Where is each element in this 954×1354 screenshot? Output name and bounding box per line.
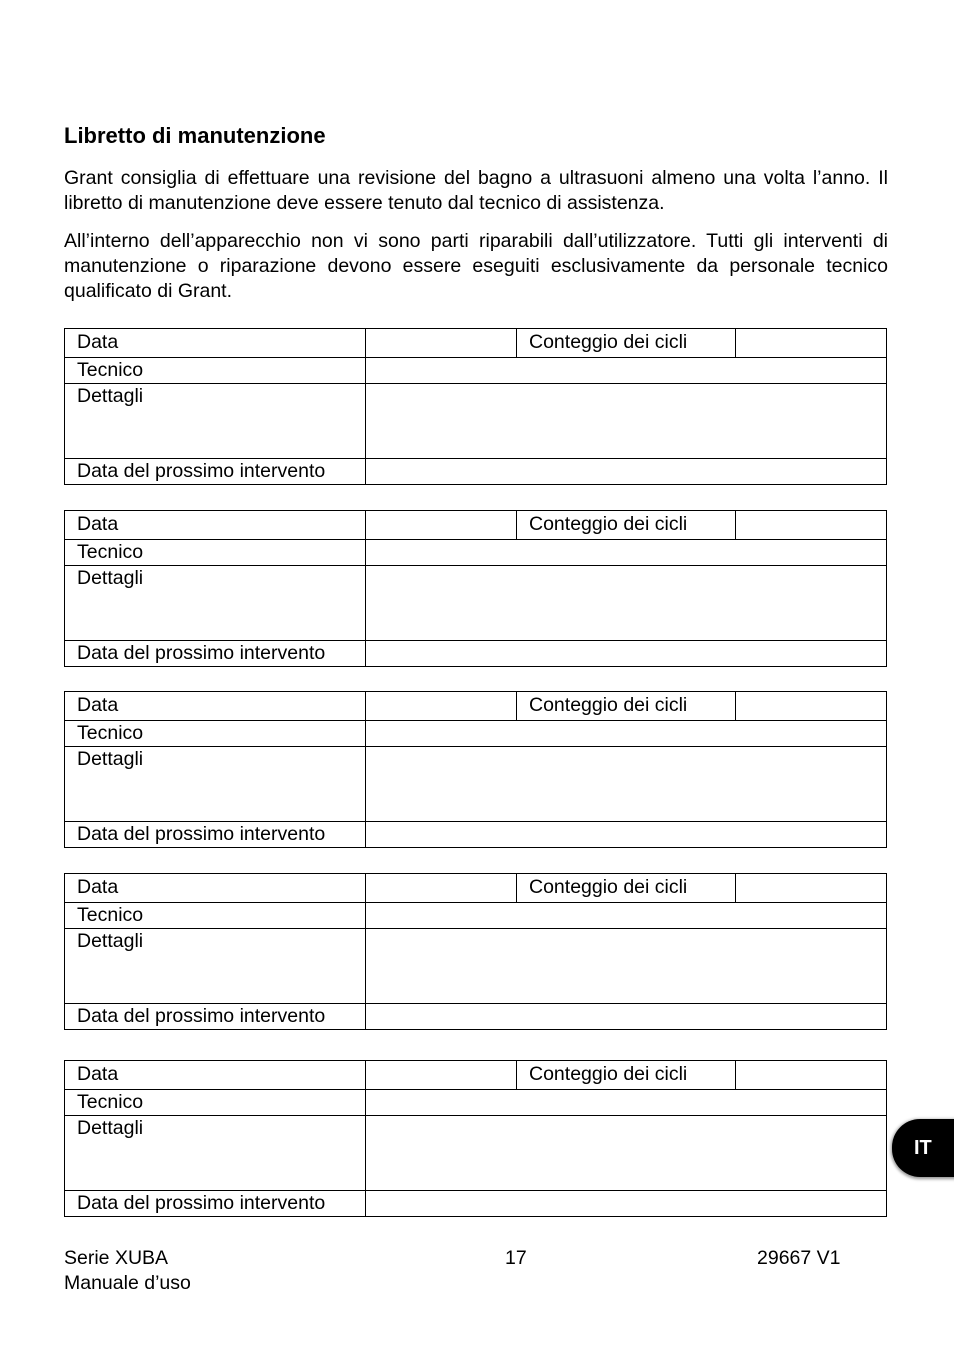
date-field[interactable] <box>366 874 517 903</box>
cycle-count-field[interactable] <box>736 874 887 903</box>
technician-label: Tecnico <box>65 540 366 566</box>
technician-field[interactable] <box>366 540 887 566</box>
date-label: Data <box>65 1061 366 1090</box>
next-service-field[interactable] <box>366 1191 887 1217</box>
date-label: Data <box>65 511 366 540</box>
maintenance-log-table <box>64 510 887 667</box>
next-service-field[interactable] <box>366 641 887 667</box>
details-field[interactable] <box>366 384 887 459</box>
details-field[interactable] <box>366 566 887 641</box>
details-field[interactable] <box>366 747 887 822</box>
details-label: Dettagli <box>65 384 366 459</box>
details-label: Dettagli <box>65 566 366 641</box>
maintenance-log-table <box>64 328 887 485</box>
date-field[interactable] <box>366 692 517 721</box>
cycle-count-field[interactable] <box>736 692 887 721</box>
cycle-count-field[interactable] <box>736 511 887 540</box>
cycle-count-label: Conteggio dei cicli <box>517 1061 736 1090</box>
technician-label: Tecnico <box>65 903 366 929</box>
next-service-label: Data del prossimo intervento <box>65 822 366 848</box>
footer-series: Serie XUBA <box>64 1247 169 1269</box>
page-number: 17 <box>505 1247 527 1269</box>
maintenance-log-table <box>64 1060 887 1217</box>
details-field[interactable] <box>366 1116 887 1191</box>
date-label: Data <box>65 874 366 903</box>
maintenance-log-table <box>64 691 887 848</box>
cycle-count-field[interactable] <box>736 329 887 358</box>
cycle-count-field[interactable] <box>736 1061 887 1090</box>
cycle-count-label: Conteggio dei cicli <box>517 692 736 721</box>
next-service-label: Data del prossimo intervento <box>65 1191 366 1217</box>
next-service-field[interactable] <box>366 459 887 485</box>
details-label: Dettagli <box>65 1116 366 1191</box>
date-label: Data <box>65 692 366 721</box>
next-service-field[interactable] <box>366 1004 887 1030</box>
technician-label: Tecnico <box>65 358 366 384</box>
next-service-field[interactable] <box>366 822 887 848</box>
technician-field[interactable] <box>366 358 887 384</box>
technician-field[interactable] <box>366 1090 887 1116</box>
language-tab: IT <box>892 1119 954 1177</box>
repair-notice-paragraph: All’interno dell’apparecchio non vi sono parti riparabili dall’utilizzatore. Tutti gli interventi di manutenzione o riparazione devono essere eseguiti esclusivamente da personale tecnico qualificato di Grant. <box>64 230 888 302</box>
cycle-count-label: Conteggio dei cicli <box>517 874 736 903</box>
next-service-label: Data del prossimo intervento <box>65 459 366 485</box>
date-field[interactable] <box>366 511 517 540</box>
next-service-label: Data del prossimo intervento <box>65 641 366 667</box>
details-field[interactable] <box>366 929 887 1004</box>
technician-label: Tecnico <box>65 1090 366 1116</box>
intro-paragraph: Grant consiglia di effettuare una revisione del bagno a ultrasuoni almeno una volta l’anno. Il libretto di manutenzione deve essere tenuto dal tecnico di assistenza. <box>64 167 888 214</box>
cycle-count-label: Conteggio dei cicli <box>517 511 736 540</box>
details-label: Dettagli <box>65 747 366 822</box>
cycle-count-label: Conteggio dei cicli <box>517 329 736 358</box>
next-service-label: Data del prossimo intervento <box>65 1004 366 1030</box>
maintenance-log-table <box>64 873 887 1030</box>
document-code: 29667 V1 <box>757 1247 841 1269</box>
date-field[interactable] <box>366 329 517 358</box>
date-label: Data <box>65 329 366 358</box>
page-title: Libretto di manutenzione <box>64 123 326 148</box>
technician-field[interactable] <box>366 721 887 747</box>
details-label: Dettagli <box>65 929 366 1004</box>
footer-manual: Manuale d’uso <box>64 1272 191 1294</box>
technician-label: Tecnico <box>65 721 366 747</box>
date-field[interactable] <box>366 1061 517 1090</box>
technician-field[interactable] <box>366 903 887 929</box>
